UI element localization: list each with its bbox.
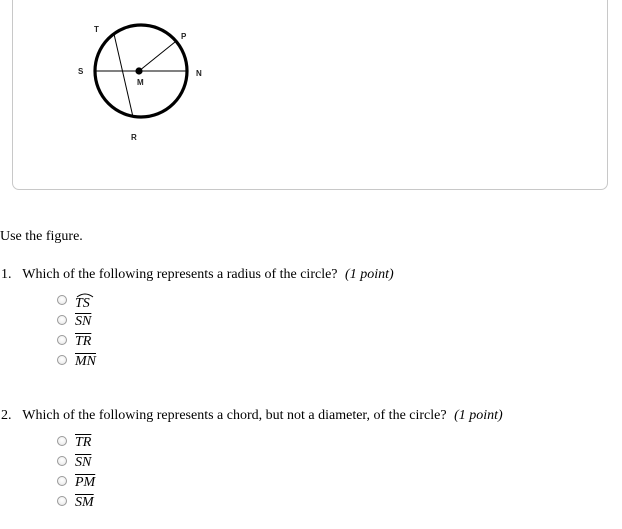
question-text: Which of the following represents a chord, but not a diameter, of the circle? <box>22 408 447 423</box>
label-m: M <box>137 78 144 87</box>
question-1 <box>0 267 394 283</box>
arc-option <box>75 294 90 312</box>
option-label: $\overline{SN}$ <box>75 455 92 470</box>
label-n: N <box>196 69 202 78</box>
option-label: $\overline{MN}$ <box>75 354 96 369</box>
question-number: 1. <box>1 267 12 282</box>
option-radio[interactable] <box>57 456 67 466</box>
figure-card <box>12 0 608 190</box>
option-radio[interactable] <box>57 355 67 365</box>
option-radio[interactable] <box>57 496 67 506</box>
label-r: R <box>131 133 137 142</box>
option-radio[interactable] <box>57 436 67 446</box>
option-radio[interactable] <box>57 315 67 325</box>
label-p: P <box>181 32 187 41</box>
option-radio[interactable] <box>57 476 67 486</box>
chord-tr <box>114 34 133 117</box>
option-label: $\overline{SM}$ <box>75 495 94 510</box>
question-points: (1 point) <box>345 267 394 282</box>
label-t: T <box>94 25 99 34</box>
question-text: Which of the following represents a radius of the circle? <box>22 267 338 282</box>
radius-mp <box>139 42 175 71</box>
circle-figure <box>13 0 609 191</box>
option-label: TS <box>75 296 90 311</box>
label-s: S <box>78 67 84 76</box>
option-radio[interactable] <box>57 295 67 305</box>
option-label: $\overline{SN}$ <box>75 314 92 329</box>
option-label: $\overline{PM}$ <box>75 475 96 490</box>
option-label: $\overline{TR}$ <box>75 334 92 349</box>
intro-text: Use the figure. <box>0 229 83 244</box>
question-points: (1 point) <box>454 408 503 423</box>
option-radio[interactable] <box>57 335 67 345</box>
question-number: 2. <box>1 408 12 423</box>
question-2 <box>0 408 503 424</box>
option-label: $\overline{TR}$ <box>75 435 92 450</box>
center-point-m <box>135 67 142 74</box>
